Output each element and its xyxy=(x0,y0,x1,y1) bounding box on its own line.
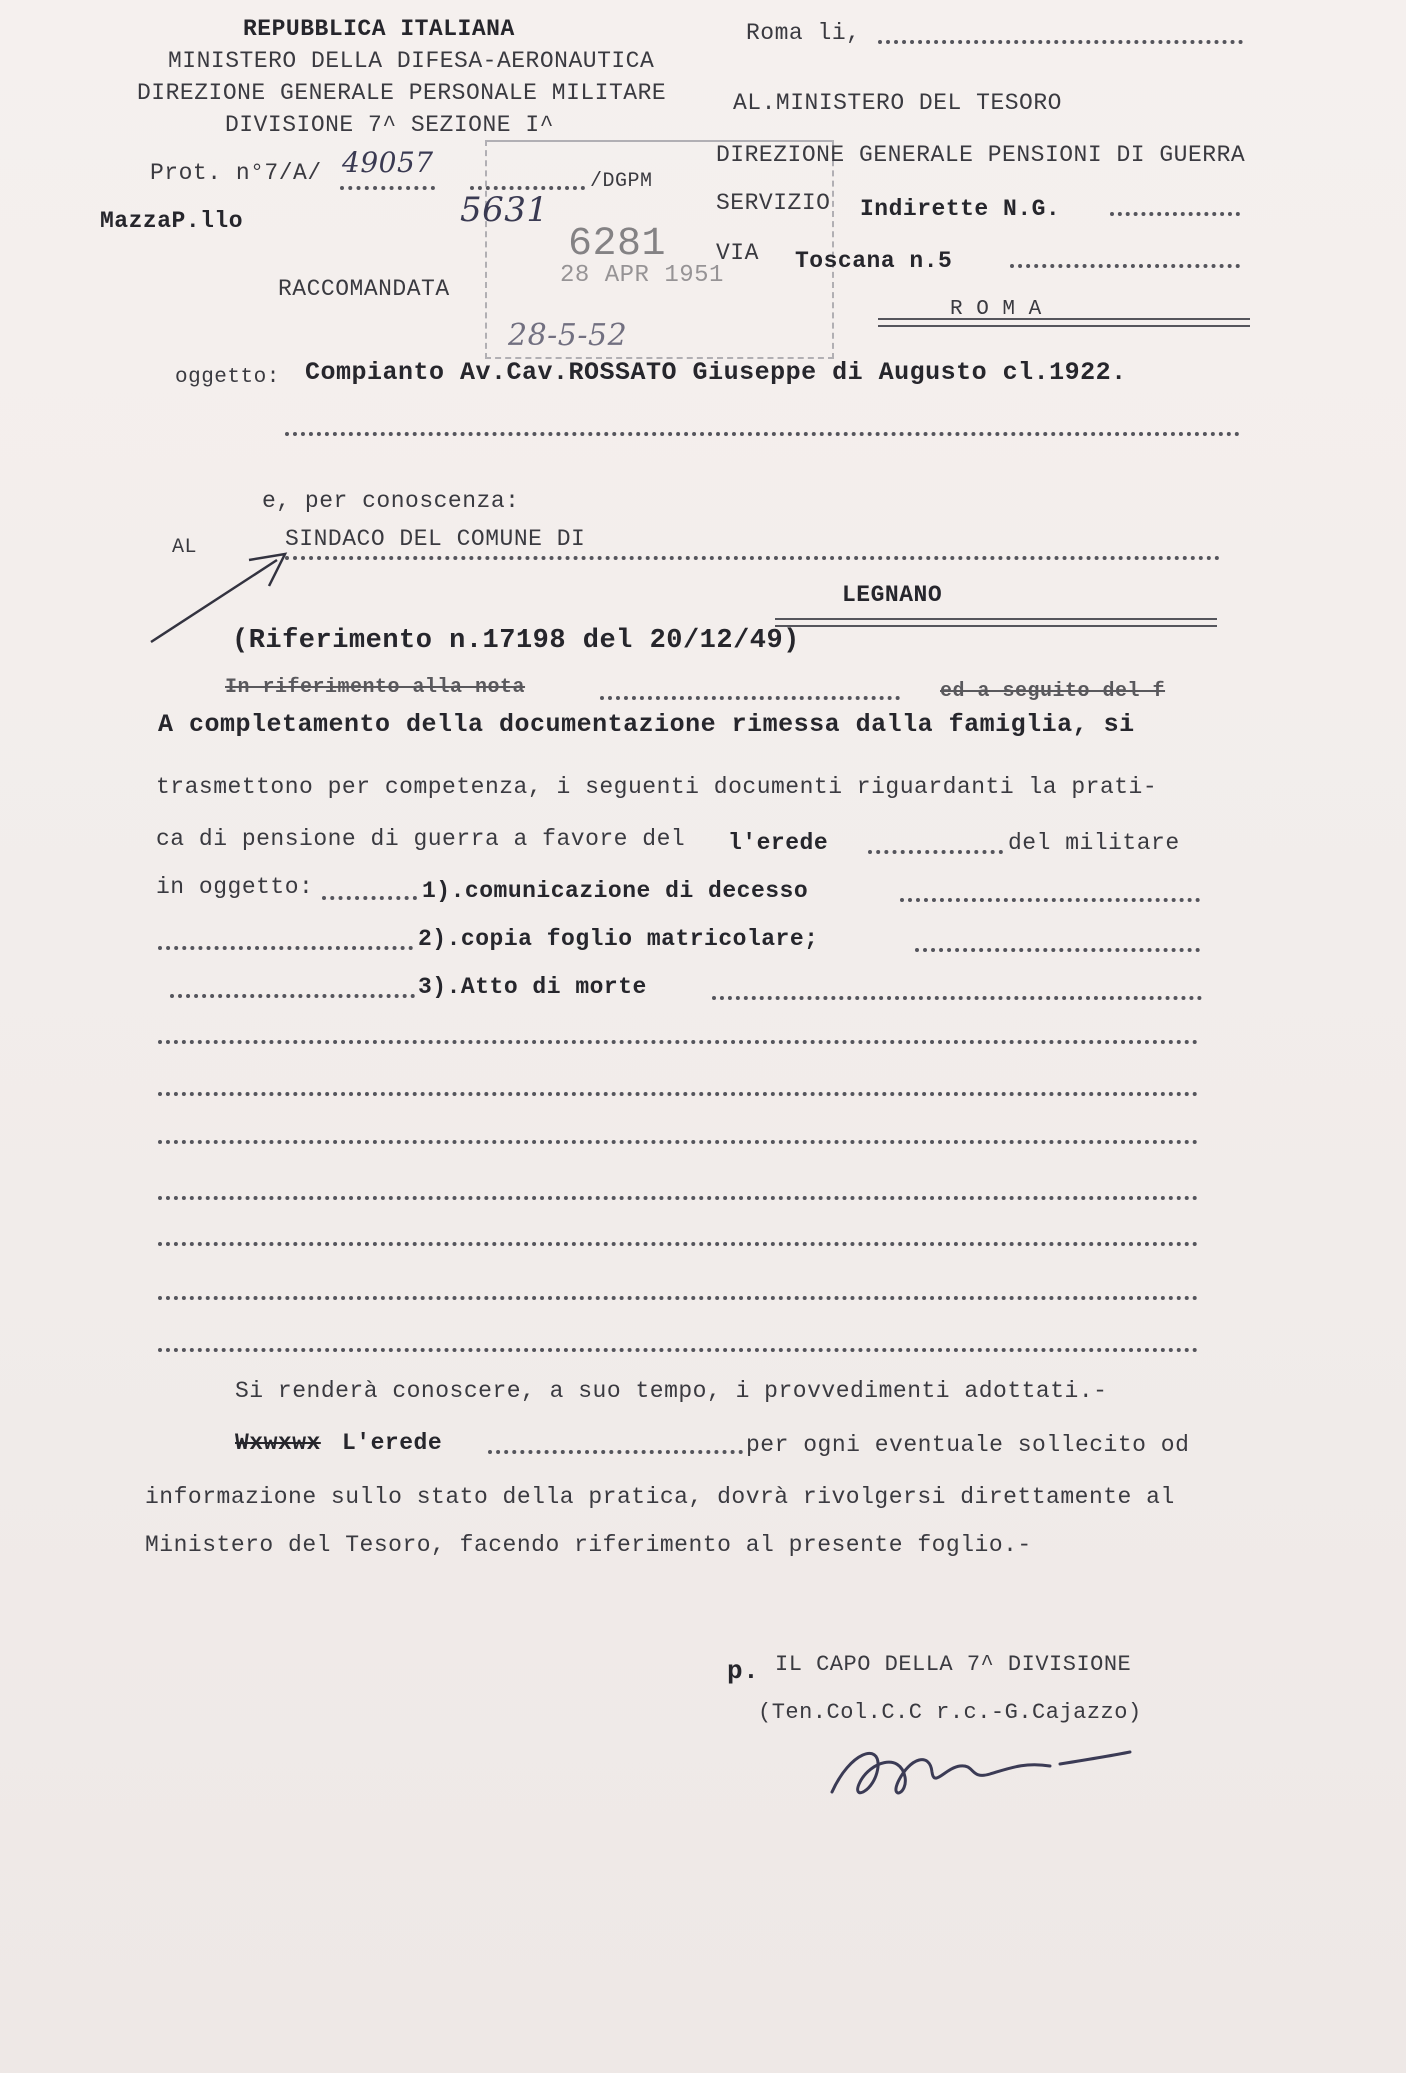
protocol-number: 49057 xyxy=(342,146,434,179)
raccomandata-label: RACCOMANDATA xyxy=(278,276,450,302)
author-initials: MazzaP.llo xyxy=(100,208,244,234)
empty-line xyxy=(158,1296,1198,1300)
signature-name: (Ten.Col.C.C r.c.-G.Cajazzo) xyxy=(758,1700,1142,1725)
date-dots xyxy=(878,40,1243,44)
signature-prefix: p. xyxy=(727,1656,760,1686)
via-dots xyxy=(1010,264,1240,268)
servizio-label: SERVIZIO xyxy=(716,190,831,216)
item2-dots xyxy=(915,948,1200,952)
paragraph1-line2: trasmettono per competenza, i seguenti documenti riguardanti la prati- xyxy=(156,774,1158,800)
header-direction: DIREZIONE GENERALE PERSONALE MILITARE xyxy=(137,80,667,106)
cc-dots xyxy=(285,556,1220,560)
header-republic: REPUBBLICA ITALIANA xyxy=(243,16,515,42)
subject-dots xyxy=(285,432,1240,436)
stamp-date: 28 APR 1951 xyxy=(560,262,724,289)
document-item-1: 1).comunicazione di decesso xyxy=(422,878,809,904)
reference-line: (Riferimento n.17198 del 20/12/49) xyxy=(232,626,800,656)
paragraph1-line1: A completamento della documentazione rimessa dalla famiglia, si xyxy=(158,710,1135,739)
servizio-dots xyxy=(1110,212,1240,216)
struck-suffix: ed a seguito del f xyxy=(940,680,1166,703)
paragraph3-line3: Ministero del Tesoro, facendo riferimento al presente foglio.- xyxy=(145,1532,1032,1558)
struck-line: In riferimento alla nota xyxy=(225,676,526,699)
item3-dots xyxy=(712,996,1202,1000)
document-item-2: 2).copia foglio matricolare; xyxy=(418,926,819,952)
cc-town: LEGNANO xyxy=(842,582,943,608)
protocol-suffix: /DGPM xyxy=(590,170,653,193)
signature-title: IL CAPO DELLA 7^ DIVISIONE xyxy=(775,1652,1132,1677)
heir-dots xyxy=(868,850,1003,854)
empty-line xyxy=(158,1092,1198,1096)
empty-line xyxy=(158,1242,1198,1246)
empty-line xyxy=(158,1040,1198,1044)
town-underline xyxy=(775,618,1217,627)
paragraph1-line3c: del militare xyxy=(1008,830,1180,856)
header-division: DIVISIONE 7^ SEZIONE I^ xyxy=(225,112,554,138)
addressee-city: R O M A xyxy=(950,298,1042,321)
paragraph1-line4: in oggetto: xyxy=(156,874,314,900)
item1-dots xyxy=(900,898,1200,902)
paragraph3-line2: informazione sullo stato della pratica, dovrà rivolgersi direttamente al xyxy=(145,1484,1175,1510)
struck-word: Wxwxwx xyxy=(235,1430,321,1456)
paragraph2: Si renderà conoscere, a suo tempo, i provvedimenti adottati.- xyxy=(235,1378,1108,1404)
stamp-handwritten-date: 28-5-52 xyxy=(508,318,628,353)
document-item-3: 3).Atto di morte xyxy=(418,974,647,1000)
cc-intro: e, per conoscenza: xyxy=(262,488,520,514)
stamp-number: 6281 xyxy=(568,222,667,267)
cc-label: AL xyxy=(172,536,198,559)
paragraph1-line3a: ca di pensione di guerra a favore del xyxy=(156,826,686,852)
paragraph3-dots xyxy=(488,1450,743,1454)
subject-text: Compianto Av.Cav.ROSSATO Giuseppe di Augusto cl.1922. xyxy=(305,358,1127,387)
struck-dots xyxy=(600,696,900,700)
place-date-label: Roma li, xyxy=(746,20,861,46)
paragraph3-line1: per ogni eventuale sollecito od xyxy=(746,1432,1190,1458)
via-value: Toscana n.5 xyxy=(795,248,953,274)
handwritten-signature xyxy=(820,1722,1140,1812)
empty-line xyxy=(158,1140,1198,1144)
via-label: VIA xyxy=(716,240,759,266)
heir-label: l'erede xyxy=(728,830,829,856)
subject-label: oggetto: xyxy=(175,366,280,389)
addressee-direction: DIREZIONE GENERALE PENSIONI DI GUERRA xyxy=(716,142,1246,168)
item1-lead-dots xyxy=(322,896,417,900)
stamp-handwritten-number: 5631 xyxy=(460,190,549,230)
header-ministry: MINISTERO DELLA DIFESA-AERONAUTICA xyxy=(168,48,655,74)
item2-lead-dots xyxy=(158,946,413,950)
addressee-ministry: AL.MINISTERO DEL TESORO xyxy=(733,90,1062,116)
city-underline xyxy=(878,318,1250,327)
protocol-label: Prot. n°7/A/ xyxy=(150,160,322,186)
item3-lead-dots xyxy=(170,994,415,998)
servizio-value: Indirette N.G. xyxy=(860,196,1061,222)
empty-line xyxy=(158,1348,1198,1352)
empty-line xyxy=(158,1196,1198,1200)
cc-recipient: SINDACO DEL COMUNE DI xyxy=(285,526,586,552)
protocol-dots xyxy=(340,186,435,190)
heir-word: L'erede xyxy=(342,1430,443,1456)
